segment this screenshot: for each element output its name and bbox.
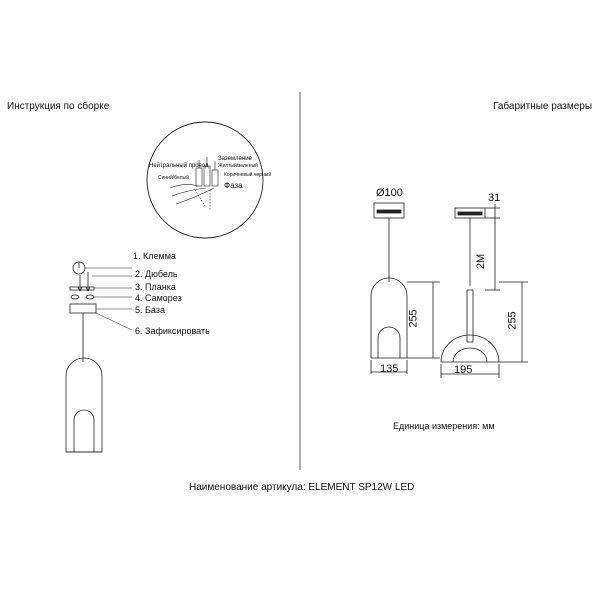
step-2-label: 2. Дюбель — [135, 269, 178, 279]
step-6-label: 6. Зафиксировать — [135, 326, 210, 336]
phase-sublabel: Коричневый черный — [224, 172, 272, 178]
front-height-label: 255 — [407, 309, 420, 328]
step-3-label: 3. Планка — [135, 282, 176, 292]
side-width-label: 195 — [454, 364, 473, 376]
dimensions-title: Габаритные размеры — [493, 101, 593, 112]
step-4-label: 4. Саморез — [135, 293, 182, 303]
ground-label: Заземление — [218, 156, 252, 162]
side-height-label: 255 — [506, 311, 519, 330]
step-1-label: 1. Клемма — [133, 251, 176, 261]
side-view-drawing — [441, 204, 528, 378]
canopy-diameter-label: Ø100 — [376, 187, 403, 199]
step-5-label: 5. База — [135, 305, 165, 315]
assembly-title: Инструкция по сборке — [7, 101, 110, 112]
ground-sublabel: Желтый/зеленый — [218, 163, 258, 169]
article-label: Наименование артикула: ELEMENT SP12W LED — [189, 482, 415, 493]
neutral-sublabel: Синий/белый — [158, 175, 189, 181]
front-width-label: 135 — [380, 363, 399, 375]
cable-length-label: 2M — [475, 253, 488, 270]
unit-label: Единица измерения: мм — [393, 421, 495, 431]
assembly-lamp-drawing — [66, 262, 132, 452]
phase-label: Фаза — [224, 181, 243, 190]
neutral-label: Нейтральный провод — [149, 163, 209, 169]
front-view-drawing — [371, 203, 440, 374]
canopy-height-label: 31 — [488, 192, 501, 204]
